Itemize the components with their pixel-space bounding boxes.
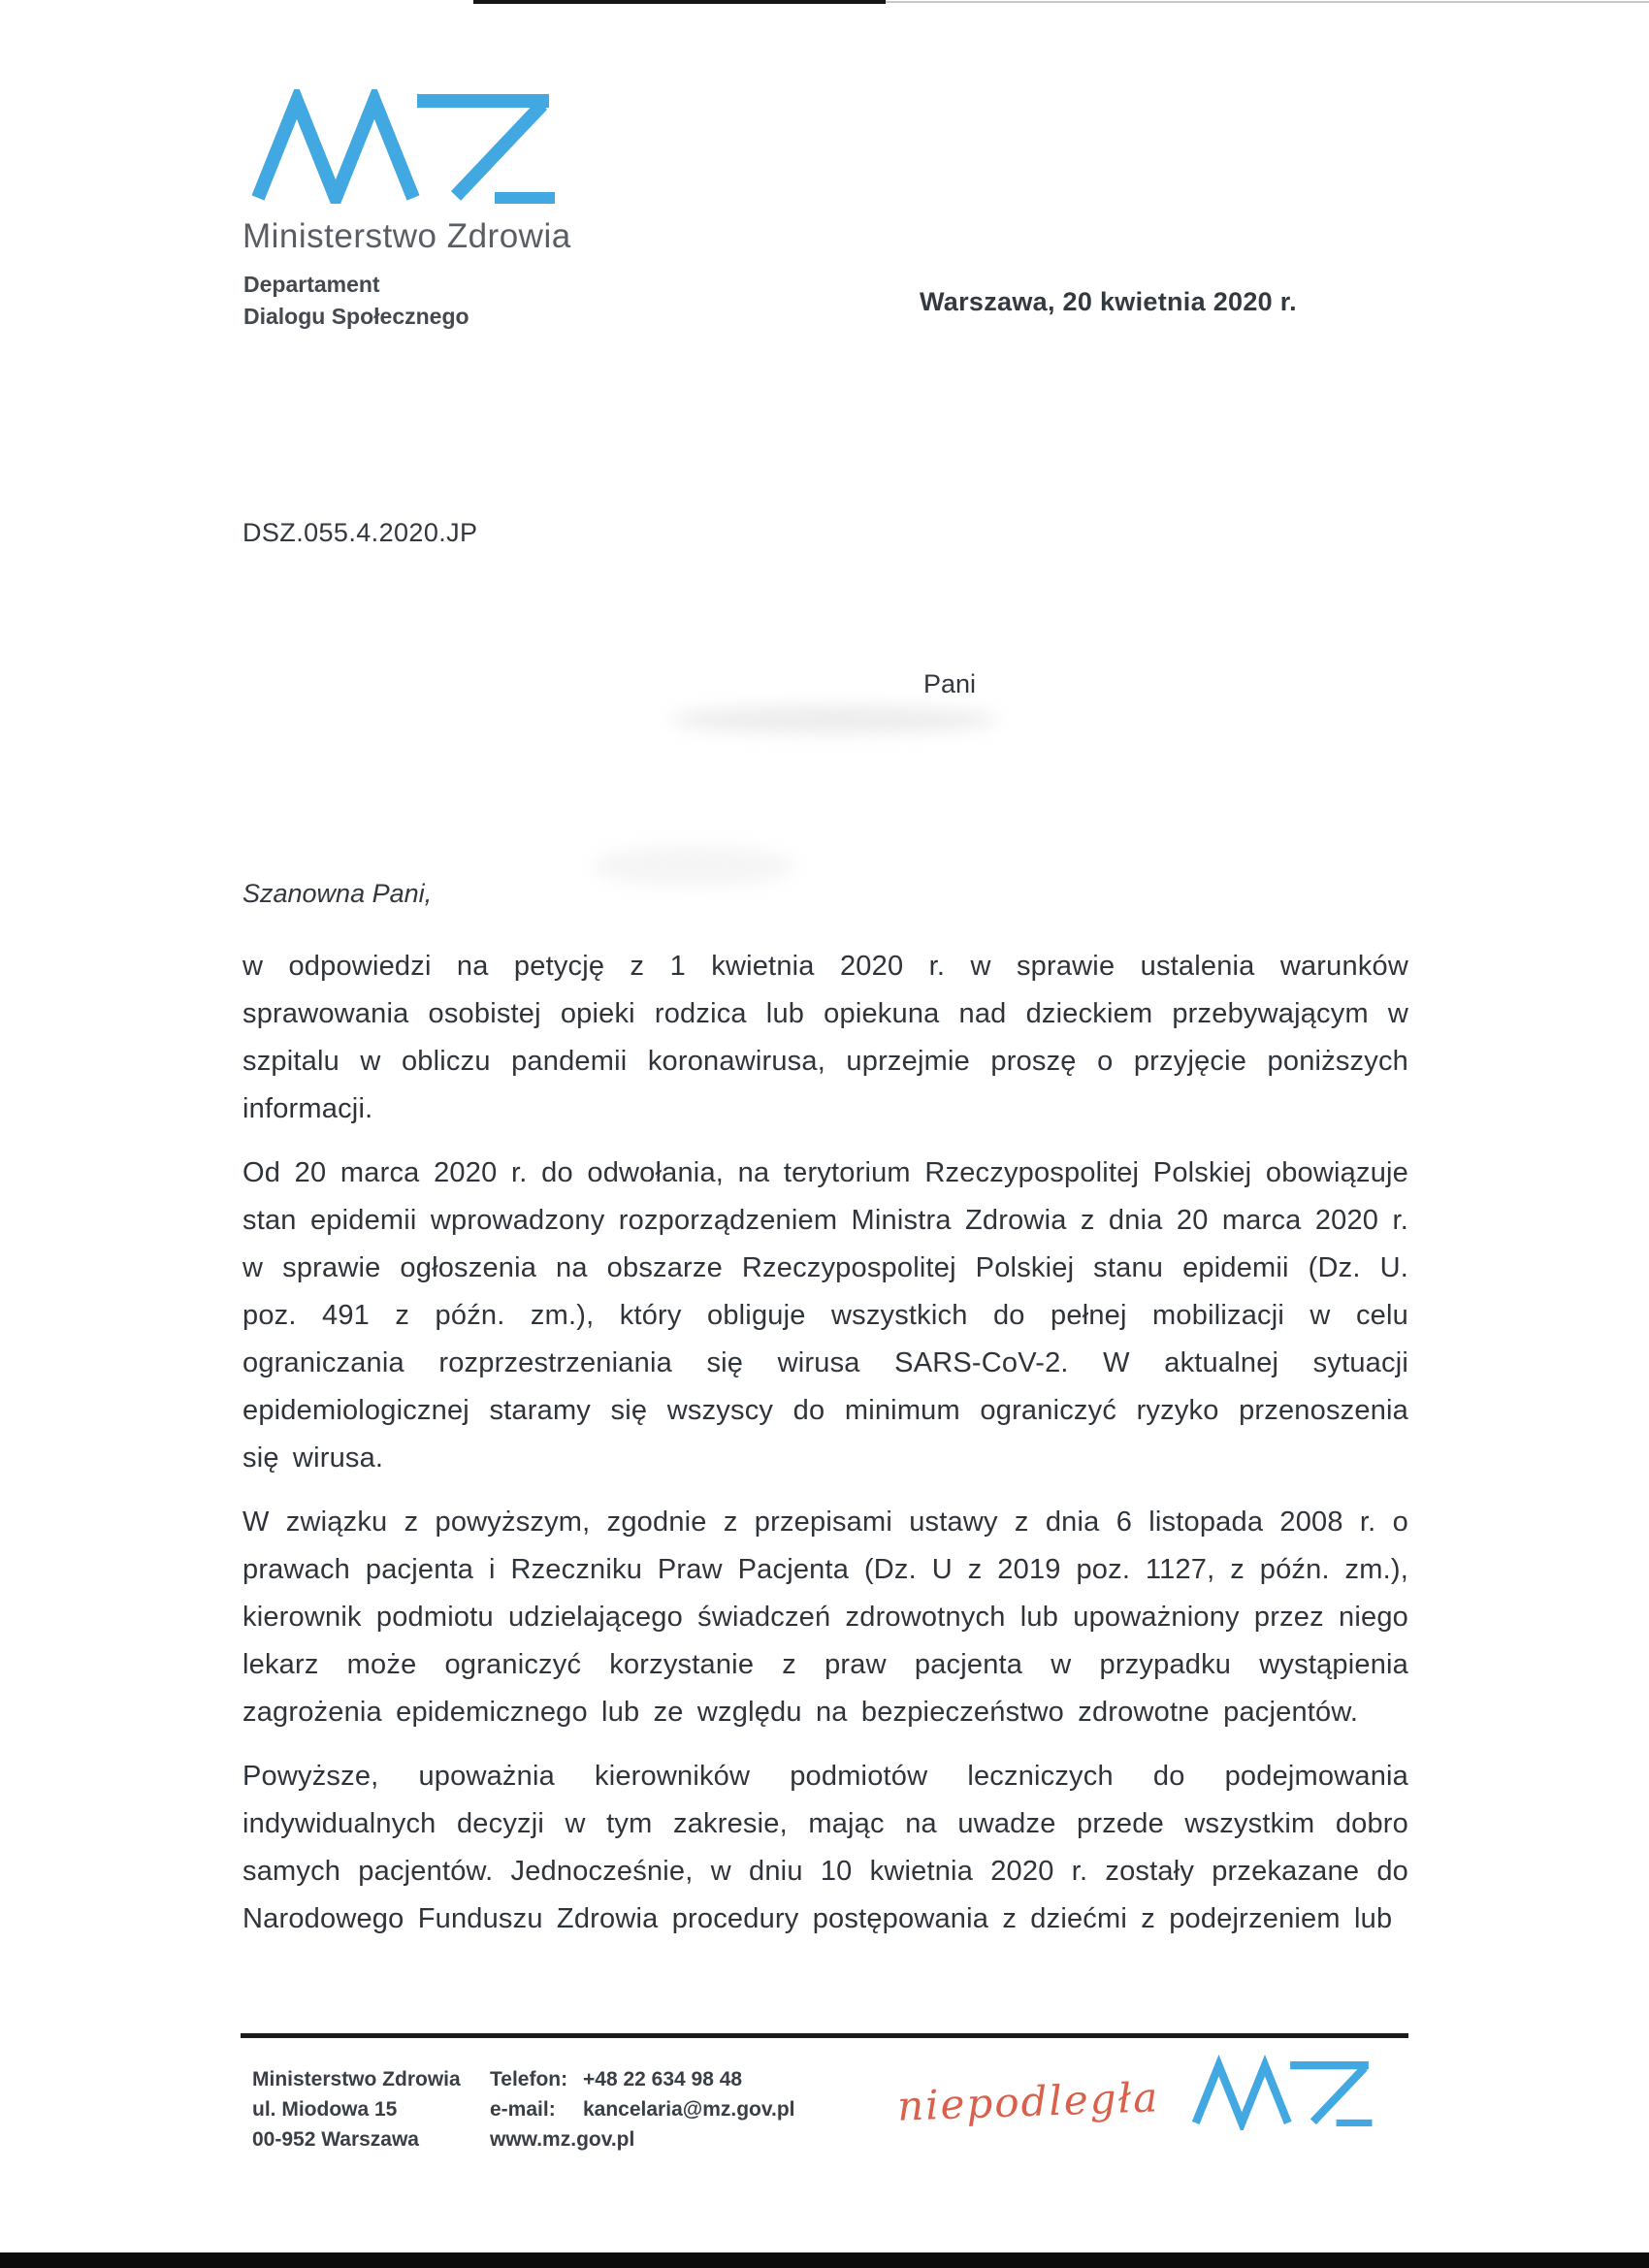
phone-label: Telefon: bbox=[490, 2068, 568, 2090]
salutation: Szanowna Pani, bbox=[242, 879, 433, 908]
scan-smudge bbox=[592, 846, 795, 887]
body-paragraph-1: w odpowiedzi na petycję z 1 kwietnia 2020 r. w sprawie ustalenia warunków sprawowania osobistej opieki rodzica lub opiekuna nad dzieckiem przebywającym w szpitalu w obliczu pandemii koronawirusa, uprzejmie proszę o przyjęcie poniższych informacji. bbox=[242, 951, 1408, 1124]
scan-artifact-top-faint-line bbox=[886, 1, 1649, 3]
reference-number: DSZ.055.4.2020.JP bbox=[242, 518, 478, 547]
department-line-2: Dialogu Społecznego bbox=[243, 304, 469, 329]
recipient-title: Pani bbox=[923, 669, 977, 698]
body-paragraph-3: W związku z powyższym, zgodnie z przepisami ustawy z dnia 6 listopada 2008 r. o prawach pacjenta i Rzeczniku Praw Pacjenta (Dz. U z 2019 poz. 1127, z późn. zm.), kierownik podmiotu udzielającego świadczeń zdrowotnych lub upoważniony przez niego lekarz może ograniczyć korzystanie z praw pacjenta w przypadku wystąpienia zagrożenia epidemicznego lub ze względu na bezpieczeństwo zdrowotne pacjentów. bbox=[242, 1507, 1408, 1728]
footer-contact-block bbox=[490, 2064, 795, 2155]
place-and-date: Warszawa, 20 kwietnia 2020 r. bbox=[920, 287, 1297, 316]
footer-phone-row bbox=[490, 2064, 795, 2094]
footer-address-line-1: Ministerstwo Zdrowia bbox=[252, 2068, 461, 2090]
body-paragraph-2: Od 20 marca 2020 r. do odwołania, na terytorium Rzeczypospolitej Polskiej obowiązuje stan epidemii wprowadzony rozporządzeniem Ministra Zdrowia z dnia 20 marca 2020 r. w sprawie ogłoszenia na obszarze Rzeczypospolitej Polskiej stanu epidemii (Dz. U. poz. 491 z późn. zm.), który obliguje wszystkich do pełnej mobilizacji w celu ograniczania rozprzestrzeniania się wirusa SARS-CoV-2. W aktualnej sytuacji epidemiologicznej staramy się wszyscy do minimum ograniczyć ryzyko przenoszenia się wirusa. bbox=[242, 1157, 1408, 1474]
niepodlegla-logo: niepodległa bbox=[896, 2073, 1161, 2130]
footer-email-row bbox=[490, 2094, 795, 2124]
footer-address-line-3: 00-952 Warszawa bbox=[252, 2128, 419, 2151]
letter-body bbox=[242, 943, 1408, 1960]
website-url: www.mz.gov.pl bbox=[490, 2128, 635, 2151]
scan-artifact-top-line bbox=[473, 0, 886, 4]
mz-footer-logo-icon bbox=[1191, 2055, 1375, 2130]
email-label: e-mail: bbox=[490, 2098, 556, 2121]
email-value: kancelaria@mz.gov.pl bbox=[583, 2098, 795, 2121]
scan-artifact-bottom-bar bbox=[0, 2252, 1649, 2268]
footer-website-row bbox=[490, 2124, 795, 2155]
redacted-recipient-name bbox=[669, 706, 999, 733]
mz-logo-icon bbox=[244, 89, 566, 204]
phone-value: +48 22 634 98 48 bbox=[583, 2068, 743, 2090]
footer-divider bbox=[241, 2033, 1408, 2038]
footer-address-block bbox=[252, 2064, 461, 2155]
body-paragraph-4: Powyższe, upoważnia kierowników podmiotów leczniczych do podejmowania indywidualnych decyzji w tym zakresie, mając na uwadze przede wszystkim dobro samych pacjentów. Jednocześnie, w dniu 10 kwietnia 2020 r. zostały przekazane do Narodowego Funduszu Zdrowia procedury postępowania z dziećmi z podejrzeniem lub bbox=[242, 1761, 1408, 1934]
footer-address-line-2: ul. Miodowa 15 bbox=[252, 2098, 398, 2121]
department-line-1: Departament bbox=[243, 272, 380, 297]
ministry-name: Ministerstwo Zdrowia bbox=[242, 217, 571, 255]
